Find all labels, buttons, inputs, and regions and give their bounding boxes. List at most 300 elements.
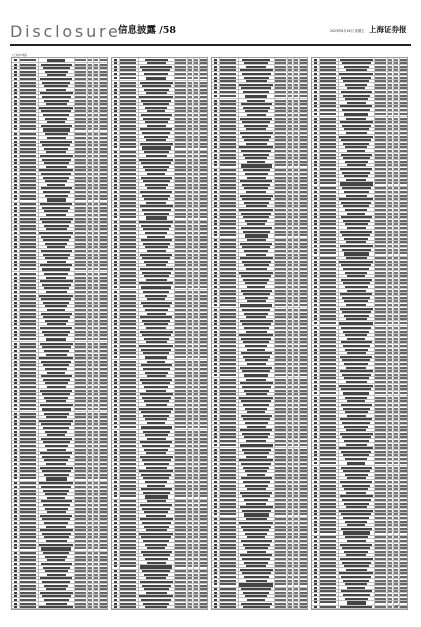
table-cell bbox=[314, 458, 317, 460]
table-cell bbox=[100, 540, 107, 542]
table-cell bbox=[194, 565, 198, 567]
table-cell bbox=[375, 257, 386, 259]
table-cell bbox=[45, 257, 68, 259]
table-cell bbox=[75, 331, 86, 333]
table-cell bbox=[388, 580, 392, 582]
table-cell bbox=[45, 368, 67, 370]
table-cell bbox=[294, 139, 298, 141]
table-cell bbox=[242, 73, 271, 75]
table-cell bbox=[294, 565, 298, 567]
table-cell bbox=[20, 536, 36, 538]
table-cell bbox=[39, 482, 73, 484]
table-cell bbox=[100, 427, 107, 429]
table-cell bbox=[340, 356, 372, 358]
table-cell bbox=[194, 504, 198, 506]
table-cell bbox=[275, 436, 286, 438]
table-cell bbox=[100, 210, 107, 212]
table-cell bbox=[314, 84, 317, 86]
table-cell bbox=[14, 187, 17, 189]
table-cell bbox=[144, 588, 169, 590]
table-cell bbox=[194, 492, 198, 494]
table-cell bbox=[243, 293, 270, 295]
table-cell bbox=[220, 558, 236, 560]
table-cell bbox=[194, 536, 198, 538]
table-cell bbox=[88, 133, 92, 135]
table-cell bbox=[194, 136, 198, 138]
table-column bbox=[311, 57, 408, 610]
table-cell bbox=[100, 114, 107, 116]
table-cell bbox=[400, 429, 407, 431]
table-cell bbox=[200, 82, 207, 84]
table-cell bbox=[220, 84, 236, 86]
table-cell bbox=[214, 290, 217, 292]
table-cell bbox=[194, 264, 198, 266]
table-cell bbox=[120, 526, 136, 528]
table-cell bbox=[375, 308, 386, 310]
table-cell bbox=[200, 361, 207, 363]
table-cell bbox=[240, 243, 272, 245]
table-cell bbox=[394, 136, 398, 138]
table-cell bbox=[144, 198, 168, 200]
table-cell bbox=[220, 370, 236, 372]
table-cell bbox=[347, 87, 365, 89]
table-cell bbox=[314, 161, 317, 163]
table-cell bbox=[243, 481, 270, 483]
table-cell bbox=[114, 415, 117, 417]
table-cell bbox=[75, 486, 86, 488]
table-cell bbox=[94, 441, 98, 443]
table-cell bbox=[375, 462, 386, 464]
table-cell bbox=[194, 286, 198, 288]
table-cell bbox=[294, 433, 298, 435]
table-cell bbox=[294, 352, 298, 354]
table-cell bbox=[200, 209, 207, 211]
table-cell bbox=[143, 243, 170, 245]
table-cell bbox=[320, 191, 336, 193]
table-cell bbox=[188, 316, 192, 318]
table-cell bbox=[120, 213, 136, 215]
table-cell bbox=[14, 195, 17, 197]
table-cell bbox=[214, 177, 217, 179]
table-cell bbox=[288, 331, 292, 333]
table-cell bbox=[214, 474, 217, 476]
table-cell bbox=[275, 80, 286, 82]
table-cell bbox=[320, 168, 336, 170]
table-cell bbox=[188, 331, 192, 333]
table-cell bbox=[175, 225, 186, 227]
table-cell bbox=[242, 59, 270, 61]
table-cell bbox=[200, 558, 207, 560]
table-cell bbox=[339, 322, 373, 326]
table-cell bbox=[200, 349, 207, 351]
table-cell bbox=[194, 121, 198, 123]
table-cell bbox=[88, 203, 92, 205]
table-cell bbox=[320, 408, 336, 410]
table-cell bbox=[246, 316, 266, 318]
table-cell bbox=[200, 495, 207, 497]
table-cell bbox=[388, 293, 392, 295]
table-cell bbox=[320, 547, 336, 549]
table-cell bbox=[88, 533, 92, 535]
table-cell bbox=[275, 187, 286, 189]
table-cell bbox=[94, 243, 98, 245]
table-cell bbox=[245, 95, 267, 99]
table-cell bbox=[188, 159, 192, 161]
table-cell bbox=[214, 143, 217, 145]
table-cell bbox=[41, 486, 71, 488]
table-cell bbox=[94, 327, 98, 329]
table-cell bbox=[375, 172, 386, 174]
table-cell bbox=[275, 164, 286, 166]
table-cell bbox=[275, 220, 286, 222]
table-cell bbox=[314, 264, 317, 266]
table-cell bbox=[320, 470, 336, 472]
table-cell bbox=[300, 272, 307, 274]
table-cell bbox=[320, 513, 336, 515]
table-cell bbox=[200, 526, 207, 528]
table-cell bbox=[300, 132, 307, 134]
table-cell bbox=[94, 67, 98, 69]
table-cell bbox=[194, 239, 198, 241]
table-cell bbox=[240, 304, 272, 308]
table-cell bbox=[120, 606, 136, 608]
table-cell bbox=[344, 300, 368, 302]
table-cell bbox=[88, 449, 92, 451]
table-cell bbox=[120, 463, 136, 465]
table-cell bbox=[14, 295, 17, 297]
table-cell bbox=[294, 264, 298, 266]
table-cell bbox=[375, 241, 386, 243]
table-cell bbox=[214, 272, 217, 274]
table-cell bbox=[120, 159, 136, 161]
table-cell bbox=[114, 536, 117, 538]
table-cell bbox=[339, 572, 373, 574]
table-cell bbox=[94, 169, 98, 171]
table-cell bbox=[388, 352, 392, 354]
table-cell bbox=[275, 73, 286, 75]
table-cell bbox=[142, 195, 170, 197]
table-cell bbox=[388, 408, 392, 410]
table-cell bbox=[240, 320, 273, 322]
table-cell bbox=[94, 151, 98, 153]
table-cell bbox=[188, 77, 192, 79]
table-cell bbox=[320, 418, 336, 420]
table-cell bbox=[200, 295, 207, 297]
table-cell bbox=[120, 246, 136, 248]
table-cell bbox=[394, 422, 398, 424]
table-cell bbox=[320, 118, 336, 120]
table-cell bbox=[120, 82, 136, 84]
table-cell bbox=[388, 290, 392, 292]
table-cell bbox=[275, 128, 286, 130]
table-cell bbox=[388, 392, 392, 394]
table-cell bbox=[88, 151, 92, 153]
table-cell bbox=[400, 275, 407, 277]
table-cell bbox=[142, 85, 171, 87]
table-cell bbox=[88, 547, 92, 549]
table-cell bbox=[400, 286, 407, 288]
table-cell bbox=[220, 128, 236, 130]
table-cell bbox=[200, 603, 207, 605]
table-cell bbox=[243, 279, 269, 281]
table-cell bbox=[220, 374, 236, 376]
table-cell bbox=[114, 434, 117, 436]
table-cell bbox=[214, 286, 217, 288]
table-cell bbox=[245, 422, 268, 424]
table-cell bbox=[394, 205, 398, 207]
table-cell bbox=[94, 577, 98, 579]
table-cell bbox=[42, 393, 70, 395]
table-cell bbox=[375, 587, 386, 589]
table-cell bbox=[120, 243, 136, 245]
table-cell bbox=[288, 426, 292, 428]
table-cell bbox=[114, 456, 117, 458]
table-cell bbox=[175, 372, 186, 374]
table-cell bbox=[100, 467, 107, 469]
table-cell bbox=[294, 580, 298, 582]
table-cell bbox=[114, 386, 117, 388]
table-cell bbox=[200, 173, 207, 175]
table-cell bbox=[241, 352, 272, 354]
table-cell bbox=[375, 109, 386, 111]
table-cell bbox=[294, 456, 298, 458]
table-cell bbox=[114, 89, 117, 91]
table-cell bbox=[239, 146, 273, 148]
table-cell bbox=[320, 540, 336, 542]
table-cell bbox=[194, 209, 198, 211]
table-cell bbox=[400, 282, 407, 284]
table-cell bbox=[88, 427, 92, 429]
table-cell bbox=[46, 354, 67, 356]
table-cell bbox=[14, 529, 17, 531]
table-cell bbox=[88, 490, 92, 492]
table-cell bbox=[20, 515, 36, 517]
table-cell bbox=[175, 132, 186, 134]
table-cell bbox=[100, 595, 107, 597]
table-cell bbox=[14, 103, 17, 105]
table-cell bbox=[294, 243, 298, 245]
table-cell bbox=[300, 261, 307, 263]
table-cell bbox=[100, 338, 107, 340]
table-cell bbox=[175, 470, 186, 472]
table-cell bbox=[388, 601, 392, 603]
table-cell bbox=[200, 213, 207, 215]
table-cell bbox=[314, 447, 317, 449]
table-cell bbox=[275, 261, 286, 263]
table-cell bbox=[400, 338, 407, 340]
table-cell bbox=[14, 254, 17, 256]
table-cell bbox=[400, 311, 407, 313]
table-cell bbox=[320, 598, 336, 600]
table-cell bbox=[314, 363, 317, 365]
table-cell bbox=[75, 357, 86, 359]
table-cell bbox=[400, 172, 407, 174]
table-cell bbox=[75, 459, 86, 461]
table-cell bbox=[75, 427, 86, 429]
table-cell bbox=[314, 175, 317, 177]
table-cell bbox=[400, 495, 407, 497]
table-cell bbox=[375, 252, 386, 254]
table-cell bbox=[200, 368, 207, 370]
table-cell bbox=[214, 309, 217, 311]
table-cell bbox=[320, 521, 336, 523]
table-cell bbox=[42, 221, 71, 223]
table-cell bbox=[320, 601, 336, 603]
table-cell bbox=[75, 141, 86, 143]
table-cell bbox=[114, 393, 117, 395]
table-cell bbox=[314, 105, 317, 107]
table-cell bbox=[275, 426, 286, 428]
table-cell bbox=[100, 334, 107, 336]
table-cell bbox=[214, 503, 217, 505]
table-cell bbox=[220, 426, 236, 428]
table-cell bbox=[275, 309, 286, 311]
table-cell bbox=[388, 606, 392, 608]
table-cell bbox=[20, 67, 36, 69]
table-cell bbox=[375, 202, 386, 204]
table-cell bbox=[375, 481, 386, 483]
table-cell bbox=[175, 128, 186, 130]
table-cell bbox=[100, 327, 107, 329]
table-cell bbox=[140, 254, 172, 256]
table-cell bbox=[342, 172, 370, 174]
table-cell bbox=[20, 228, 36, 230]
table-cell bbox=[47, 198, 66, 202]
table-cell bbox=[300, 440, 307, 442]
table-cell bbox=[120, 397, 136, 399]
table-cell bbox=[146, 452, 166, 454]
table-cell bbox=[200, 431, 207, 433]
table-cell bbox=[175, 438, 186, 440]
table-cell bbox=[194, 198, 198, 200]
table-cell bbox=[175, 533, 186, 535]
table-cell bbox=[375, 415, 386, 417]
table-cell bbox=[43, 504, 70, 506]
table-cell bbox=[20, 85, 36, 87]
table-cell bbox=[394, 161, 398, 163]
table-cell bbox=[314, 216, 317, 218]
table-cell bbox=[114, 198, 117, 200]
table-cell bbox=[75, 277, 86, 279]
table-cell bbox=[20, 121, 36, 123]
table-cell bbox=[214, 132, 217, 134]
table-cell bbox=[300, 250, 307, 252]
table-cell bbox=[20, 585, 36, 587]
table-cell bbox=[100, 59, 107, 61]
table-cell bbox=[375, 121, 386, 123]
table-cell bbox=[94, 511, 98, 513]
table-cell bbox=[188, 400, 192, 402]
table-cell bbox=[294, 459, 298, 461]
table-cell bbox=[300, 139, 307, 141]
table-cell bbox=[244, 452, 269, 454]
table-cell bbox=[320, 517, 336, 519]
table-cell bbox=[88, 141, 92, 143]
table-cell bbox=[175, 477, 186, 479]
table-cell bbox=[275, 320, 286, 322]
table-cell bbox=[288, 551, 292, 553]
table-cell bbox=[88, 295, 92, 297]
table-cell bbox=[143, 305, 170, 307]
table-cell bbox=[100, 408, 107, 410]
table-cell bbox=[114, 511, 117, 513]
table-cell bbox=[194, 146, 198, 148]
table-cell bbox=[375, 477, 386, 479]
table-cell bbox=[114, 166, 117, 168]
table-cell bbox=[94, 184, 98, 186]
table-cell bbox=[314, 118, 317, 120]
table-cell bbox=[200, 202, 207, 204]
table-cell bbox=[43, 441, 70, 443]
table-cell bbox=[20, 408, 36, 410]
table-cell bbox=[375, 363, 386, 365]
table-cell bbox=[188, 166, 192, 168]
table-cell bbox=[188, 73, 192, 75]
table-cell bbox=[94, 379, 98, 381]
table-cell bbox=[114, 349, 117, 351]
table-cell bbox=[14, 121, 17, 123]
table-cell bbox=[220, 429, 236, 431]
table-cell bbox=[247, 363, 266, 365]
table-cell bbox=[300, 66, 307, 68]
table-cell bbox=[194, 375, 198, 377]
table-cell bbox=[242, 433, 270, 435]
table-cell bbox=[100, 493, 107, 495]
table-cell bbox=[375, 606, 386, 608]
table-cell bbox=[120, 320, 136, 322]
table-cell bbox=[175, 82, 186, 84]
table-cell bbox=[400, 241, 407, 243]
table-cell bbox=[275, 87, 286, 89]
table-cell bbox=[320, 594, 336, 596]
table-cell bbox=[175, 570, 186, 572]
table-cell bbox=[388, 209, 392, 211]
table-cell bbox=[275, 444, 286, 446]
table-cell bbox=[145, 121, 168, 123]
table-cell bbox=[14, 404, 17, 406]
table-cell bbox=[300, 216, 307, 218]
table-cell bbox=[147, 125, 166, 127]
table-cell bbox=[94, 431, 98, 433]
table-cell bbox=[314, 499, 317, 501]
table-cell bbox=[114, 533, 117, 535]
table-cell bbox=[94, 540, 98, 542]
table-cell bbox=[375, 598, 386, 600]
table-cell bbox=[214, 400, 217, 402]
table-cell bbox=[214, 173, 217, 175]
table-cell bbox=[314, 467, 317, 469]
table-cell bbox=[188, 356, 192, 358]
table-cell bbox=[47, 386, 66, 388]
table-cell bbox=[400, 503, 407, 505]
table-cell bbox=[294, 107, 298, 109]
table-cell bbox=[300, 257, 307, 259]
table-cell bbox=[340, 418, 372, 420]
table-cell bbox=[188, 504, 192, 506]
table-cell bbox=[94, 92, 98, 94]
table-cell bbox=[20, 390, 36, 392]
table-cell bbox=[294, 495, 298, 497]
table-cell bbox=[343, 531, 370, 535]
table-cell bbox=[88, 195, 92, 197]
table-cell bbox=[88, 375, 92, 377]
table-cell bbox=[20, 207, 36, 209]
table-cell bbox=[394, 374, 398, 376]
table-cell bbox=[394, 139, 398, 141]
table-cell bbox=[142, 445, 170, 447]
table-cell bbox=[120, 313, 136, 315]
table-cell bbox=[300, 592, 307, 594]
